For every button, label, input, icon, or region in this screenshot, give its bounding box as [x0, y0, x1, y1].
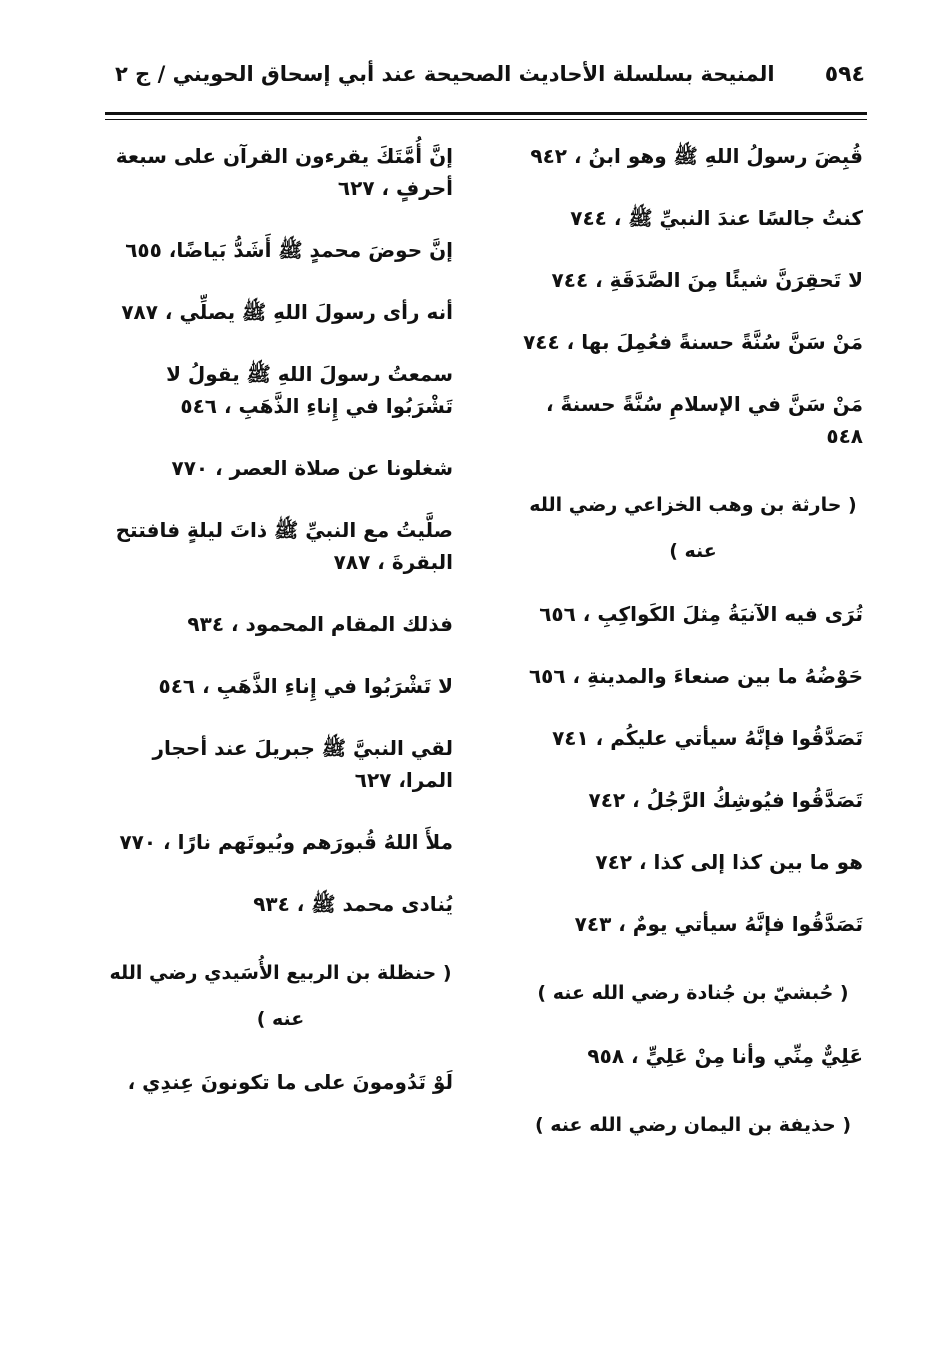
- section-heading: ( حارثة بن وهب الخزاعي رضي الله عنه ): [529, 494, 857, 562]
- index-entry: تَصَدَّقُوا فيُوشِكُ الرَّجُلُ ، ٧٤٢: [588, 788, 863, 812]
- index-entry: سمعتُ رسولَ اللهِ ﷺ يقولُ لا تَشْرَبُوا في إِناءِ الذَّهَبِ ، ٥٤٦: [166, 362, 453, 418]
- index-entry: مَنْ سَنَّ في الإسلامِ سُنَّةً حسنةً ، ٥٤٨: [545, 392, 863, 448]
- index-entry: لقي النبيَّ ﷺ جبريلَ عند أحجار المرا، ٦٢٧: [152, 736, 453, 792]
- index-entry: حَوْضُهُ ما بين صنعاءَ والمدينةِ ، ٦٥٦: [528, 664, 863, 688]
- index-entry: لَوْ تَدُومونَ على ما تكونونَ عِندِي ،: [127, 1070, 453, 1094]
- index-entry: قُبِضَ رسولُ اللهِ ﷺ وهو ابنُ ، ٩٤٢: [530, 144, 863, 168]
- index-entry: أنه رأى رسولَ اللهِ ﷺ يصلِّي ، ٧٨٧: [121, 300, 453, 324]
- right-column: [523, 140, 863, 1172]
- index-entry: يُنادى محمد ﷺ ، ٩٣٤: [253, 892, 453, 916]
- index-entry: فذلك المقام المحمود ، ٩٣٤: [187, 612, 453, 636]
- index-entry: لا تَحقِرَنَّ شيئًا مِنَ الصَّدَقَةِ ، ٧٤٤: [551, 268, 863, 292]
- index-entry: تُرَى فيه الآنيَةُ مِثلَ الكَواكِبِ ، ٦٥٦: [539, 602, 863, 626]
- left-column: [108, 140, 453, 1128]
- index-entry: عَلِيٌّ مِنِّي وأنا مِنْ عَلِيٍّ ، ٩٥٨: [587, 1044, 863, 1068]
- page-number: ٥٩٤: [824, 62, 865, 87]
- index-entry: تَصَدَّقُوا فإنَّهُ سيأتي يومٌ ، ٧٤٣: [574, 912, 863, 936]
- index-entry: كنتُ جالسًا عندَ النبيِّ ﷺ ، ٧٤٤: [570, 206, 863, 230]
- index-entry: شغلونا عن صلاة العصر ، ٧٧٠: [171, 456, 453, 480]
- header-rule-thick: [105, 112, 867, 115]
- section-heading: ( حُبشيّ بن جُنادة رضي الله عنه ): [537, 982, 849, 1004]
- index-entry: تَصَدَّقُوا فإنَّهُ سيأتي عليكُم ، ٧٤١: [552, 726, 863, 750]
- index-entry: هو ما بين كذا إلى كذا ، ٧٤٢: [595, 850, 863, 874]
- index-entry: ملأَ اللهُ قُبورَهم وبُيوتَهم نارًا ، ٧٧٠: [119, 830, 453, 854]
- section-heading: ( حذيفة بن اليمان رضي الله عنه ): [534, 1114, 852, 1136]
- page-header: [105, 62, 865, 102]
- header-rule-thin: [105, 119, 867, 120]
- index-entry: صلَّيتُ مع النبيِّ ﷺ ذاتَ ليلةٍ فافتتح البقرةَ ، ٧٨٧: [115, 518, 453, 574]
- index-entry: مَنْ سَنَّ سُنَّةً حسنةً فعُمِلَ بها ، ٧٤٤: [523, 330, 863, 354]
- section-heading: ( حنظلة بن الربيع الأُسَيدي رضي الله عنه ): [109, 962, 452, 1030]
- index-entry: إنَّ حوضَ محمدٍ ﷺ أَشَدُّ بَياضًا، ٦٥٥: [125, 238, 453, 262]
- index-entry: إنَّ أُمَّتَكَ يقرءون القرآن على سبعة أحرفٍ ، ٦٢٧: [115, 144, 453, 200]
- running-title: المنيحة بسلسلة الأحاديث الصحيحة عند أبي إسحاق الحويني / ج ٢: [115, 62, 775, 86]
- index-entry: لا تَشْرَبُوا في إِناءِ الذَّهَبِ ، ٥٤٦: [158, 674, 453, 698]
